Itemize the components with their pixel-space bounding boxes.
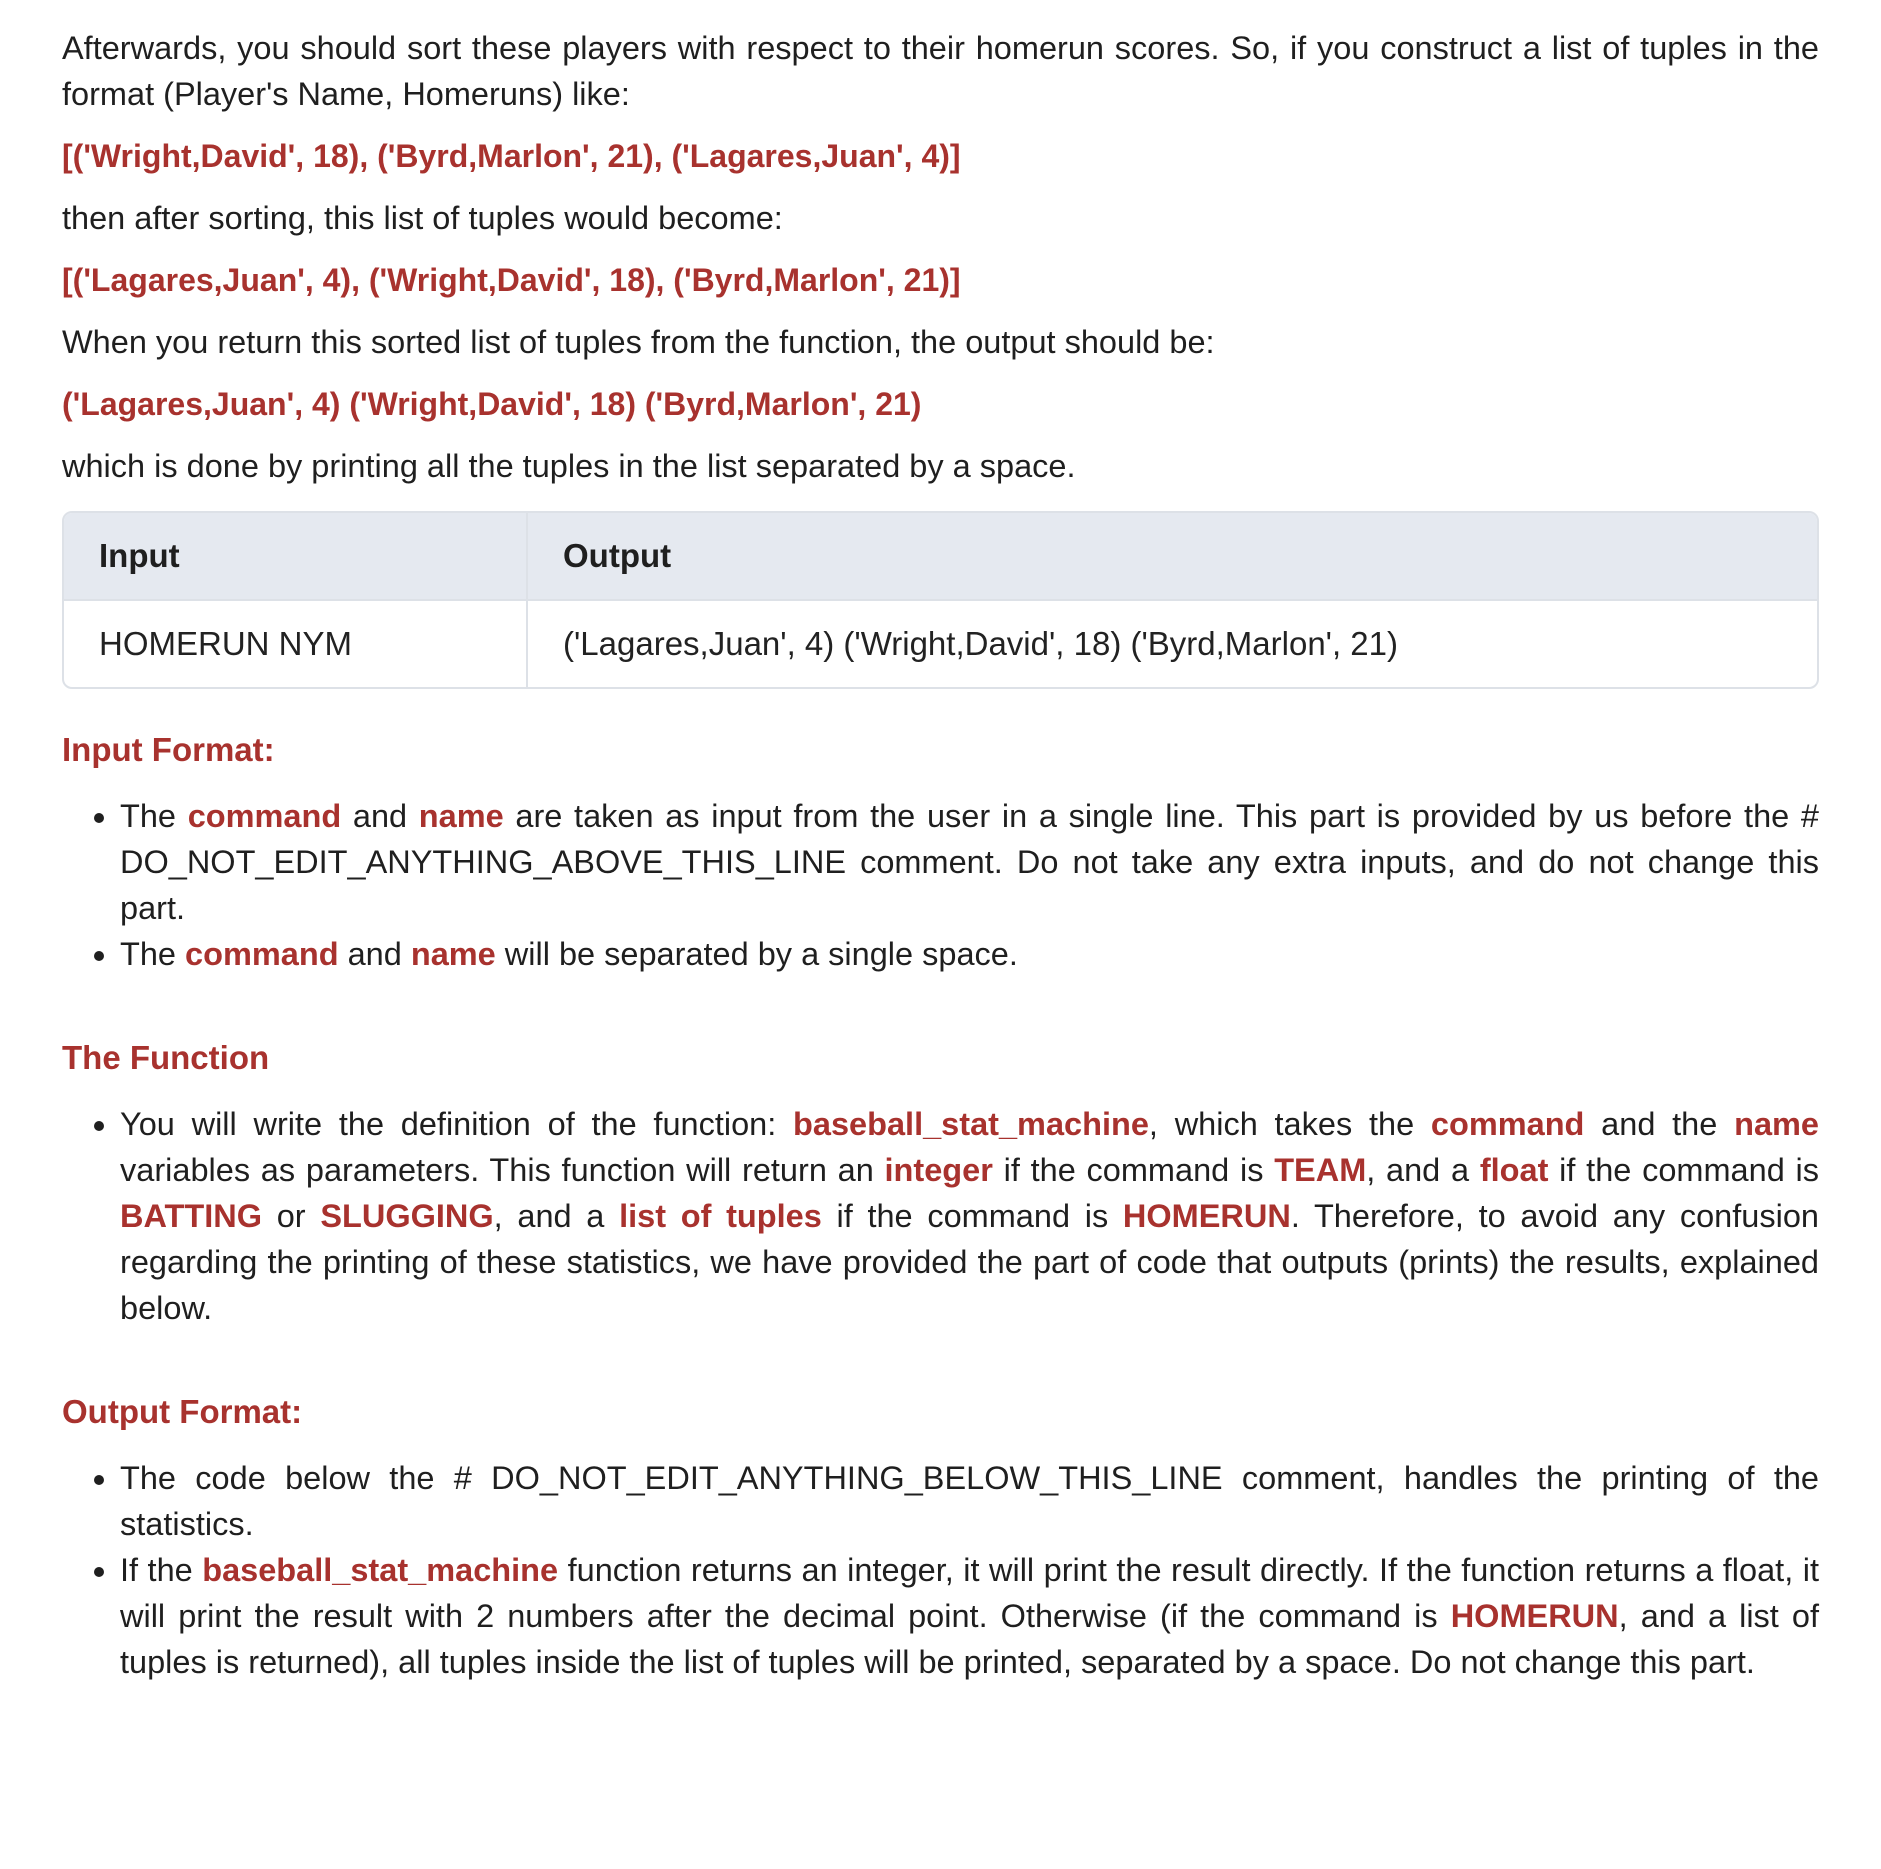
text-span: , and a <box>493 1198 620 1234</box>
intro-paragraph-4: which is done by printing all the tuples in the list separated by a space. <box>62 448 1076 484</box>
text-span: , and a list of tuples is returned), all tuples inside the list of tuples will be printed, separated by a space. Do not change this part. <box>120 1598 1819 1680</box>
input-format-heading: Input Format: <box>62 731 275 768</box>
keyword: float <box>1479 1152 1549 1188</box>
table-cell-input: HOMERUN NYM <box>64 599 528 687</box>
keyword: TEAM <box>1274 1152 1367 1188</box>
output-format-heading: Output Format: <box>62 1393 303 1430</box>
keyword: list of tuples <box>619 1198 822 1234</box>
list-item: • The code below the # DO_NOT_EDIT_ANYTHING_BELOW_THIS_LINE comment, handles the printing of the statistics. <box>120 1455 1819 1547</box>
keyword: baseball_stat_machine <box>793 1106 1149 1142</box>
table-cell-output: ('Lagares,Juan', 4) ('Wright,David', 18) ('Byrd,Marlon', 21) <box>528 599 1817 687</box>
keyword: name <box>1734 1106 1819 1142</box>
list-item <box>120 1101 1819 1331</box>
intro-paragraph-3: When you return this sorted list of tuples from the function, the output should be: <box>62 324 1215 360</box>
output-format-list <box>62 1455 1819 1685</box>
keyword: HOMERUN <box>1450 1598 1619 1634</box>
table-header-row <box>64 513 1817 599</box>
keyword: integer <box>884 1152 993 1188</box>
list-item <box>120 931 1819 977</box>
table-header-input: Input <box>64 513 528 599</box>
keyword: SLUGGING <box>320 1198 494 1234</box>
text-span: The <box>120 936 186 972</box>
text-span: or <box>262 1198 321 1234</box>
text-span: , and a <box>1366 1152 1480 1188</box>
intro-paragraph-2: then after sorting, this list of tuples would become: <box>62 200 783 236</box>
list-item <box>120 793 1819 931</box>
keyword: command <box>185 936 339 972</box>
the-function-list <box>62 1101 1819 1331</box>
list-item <box>120 1547 1819 1685</box>
text-span: and <box>338 936 411 972</box>
sorted-list-example: [('Lagares,Juan', 4), ('Wright,David', 18), ('Byrd,Marlon', 21)] <box>62 262 961 298</box>
table-header-output: Output <box>528 513 1817 599</box>
text-span: You will write the definition of the function: <box>120 1106 794 1142</box>
the-function-heading: The Function <box>62 1039 270 1076</box>
keyword: command <box>1430 1106 1585 1142</box>
keyword: baseball_stat_machine <box>202 1552 559 1588</box>
intro-paragraph-1: Afterwards, you should sort these players with respect to their homerun scores. So, if you construct a list of tuples in the format (Player's Name, Homeruns) like: <box>62 30 1819 112</box>
text-span: if the command is <box>821 1198 1123 1234</box>
keyword: BATTING <box>120 1198 263 1234</box>
keyword: command <box>187 798 342 834</box>
text-span: , which takes the <box>1148 1106 1431 1142</box>
keyword: HOMERUN <box>1122 1198 1291 1234</box>
printed-output-example: ('Lagares,Juan', 4) ('Wright,David', 18) ('Byrd,Marlon', 21) <box>62 386 922 422</box>
unsorted-list-example: [('Wright,David', 18), ('Byrd,Marlon', 21), ('Lagares,Juan', 4)] <box>62 138 961 174</box>
text-span: are taken as input from the user in a single line. This part is provided by us before the # DO_NOT_EDIT_ANYTHING_ABOVE_THIS_LINE comment. Do not take any extra inputs, and do not change this part. <box>120 798 1819 926</box>
text-span: and the <box>1584 1106 1735 1142</box>
text-span: will be separated by a single space. <box>495 936 1018 972</box>
text-span: and <box>341 798 419 834</box>
text-span: If the <box>120 1552 203 1588</box>
keyword: name <box>410 936 496 972</box>
keyword: name <box>418 798 504 834</box>
text-span: function returns an integer, it will print the result directly. If the function returns a float, it will print the result with 2 numbers after the decimal point. Otherwise (if the command is <box>120 1552 1819 1634</box>
input-format-list <box>62 793 1819 977</box>
text-span: if the command is <box>992 1152 1275 1188</box>
text-span: variables as parameters. This function will return an <box>120 1152 885 1188</box>
table-row <box>64 599 1817 687</box>
text-span: if the command is <box>1548 1152 1819 1188</box>
text-span: The <box>120 798 188 834</box>
text-span: . Therefore, to avoid any confusion regarding the printing of these statistics, we have provided the part of code that outputs (prints) the results, explained below. <box>120 1198 1819 1326</box>
example-io-table <box>62 511 1819 689</box>
